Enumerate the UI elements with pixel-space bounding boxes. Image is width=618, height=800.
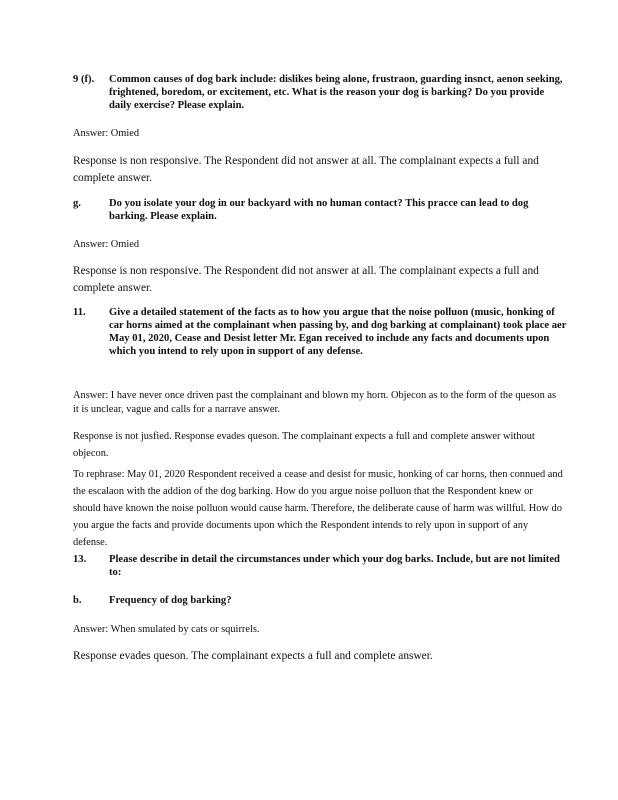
question-text: Do you isolate your dog in our backyard with no human contact? This pracce can lead to dog barking. Please explain. xyxy=(109,198,529,222)
question-9f xyxy=(73,73,563,113)
answer-9f: Answer: Omied xyxy=(73,128,140,139)
answer-13b: Answer: When smulated by cats or squirrels. xyxy=(73,624,260,635)
rephrase-11: To rephrase: May 01, 2020 Respondent received a cease and desist for music, honking of car horns, then connued and the escalaon with the addion of the dog barking. How do you argue noise polluon that the Respondent knew or should have known the noise polluon would cause harm. Therefore, the deliberate cause of harm was willful. How do you argue the facts and provide documents upon which the Respondent intends to rely upon in support of any defense. xyxy=(73,469,563,548)
question-text: Give a detailed statement of the facts as to how you argue that the noise polluon (music, honking of car horns aimed at the complainant when passing by, and dog barking at complainant) took place aer May 01, 2020, Cease and Desist letter Mr. Egan received to include any facts and documents upon which you intend to rely upon in support of any defense. xyxy=(109,307,567,357)
answer-g: Answer: Omied xyxy=(73,239,140,250)
response-g: Response is non responsive. The Respondent did not answer at all. The complainant expects a full and complete answer. xyxy=(73,265,539,294)
question-text: Common causes of dog bark include: dislikes being alone, frustraon, guarding insnct, aenon seeking, frightened, boredom, or excitement, etc. What is the reason your dog is barking? Do you provide daily exercise? Please explain. xyxy=(109,74,563,111)
question-number: 9 (f). xyxy=(73,74,95,85)
answer-11: Answer: I have never once driven past the complainant and blown my horn. Objecon as to the form of the queson as it is unclear, vague and calls for a narrave answer. xyxy=(73,390,557,415)
question-number: g. xyxy=(73,198,81,209)
response-9f: Response is non responsive. The Respondent did not answer at all. The complainant expects a full and complete answer. xyxy=(73,155,539,184)
question-text: Frequency of dog barking? xyxy=(109,595,232,606)
question-number: 13. xyxy=(73,554,87,565)
response-11: Response is not jusfied. Response evades queson. The complainant expects a full and complete answer without objecon. xyxy=(73,431,535,459)
response-13b: Response evades queson. The complainant expects a full and complete answer. xyxy=(73,650,433,662)
question-number: 11. xyxy=(73,307,86,318)
question-number: b. xyxy=(73,595,82,606)
question-text: Please describe in detail the circumstances under which your dog barks. Include, but are not limited to: xyxy=(109,554,560,578)
